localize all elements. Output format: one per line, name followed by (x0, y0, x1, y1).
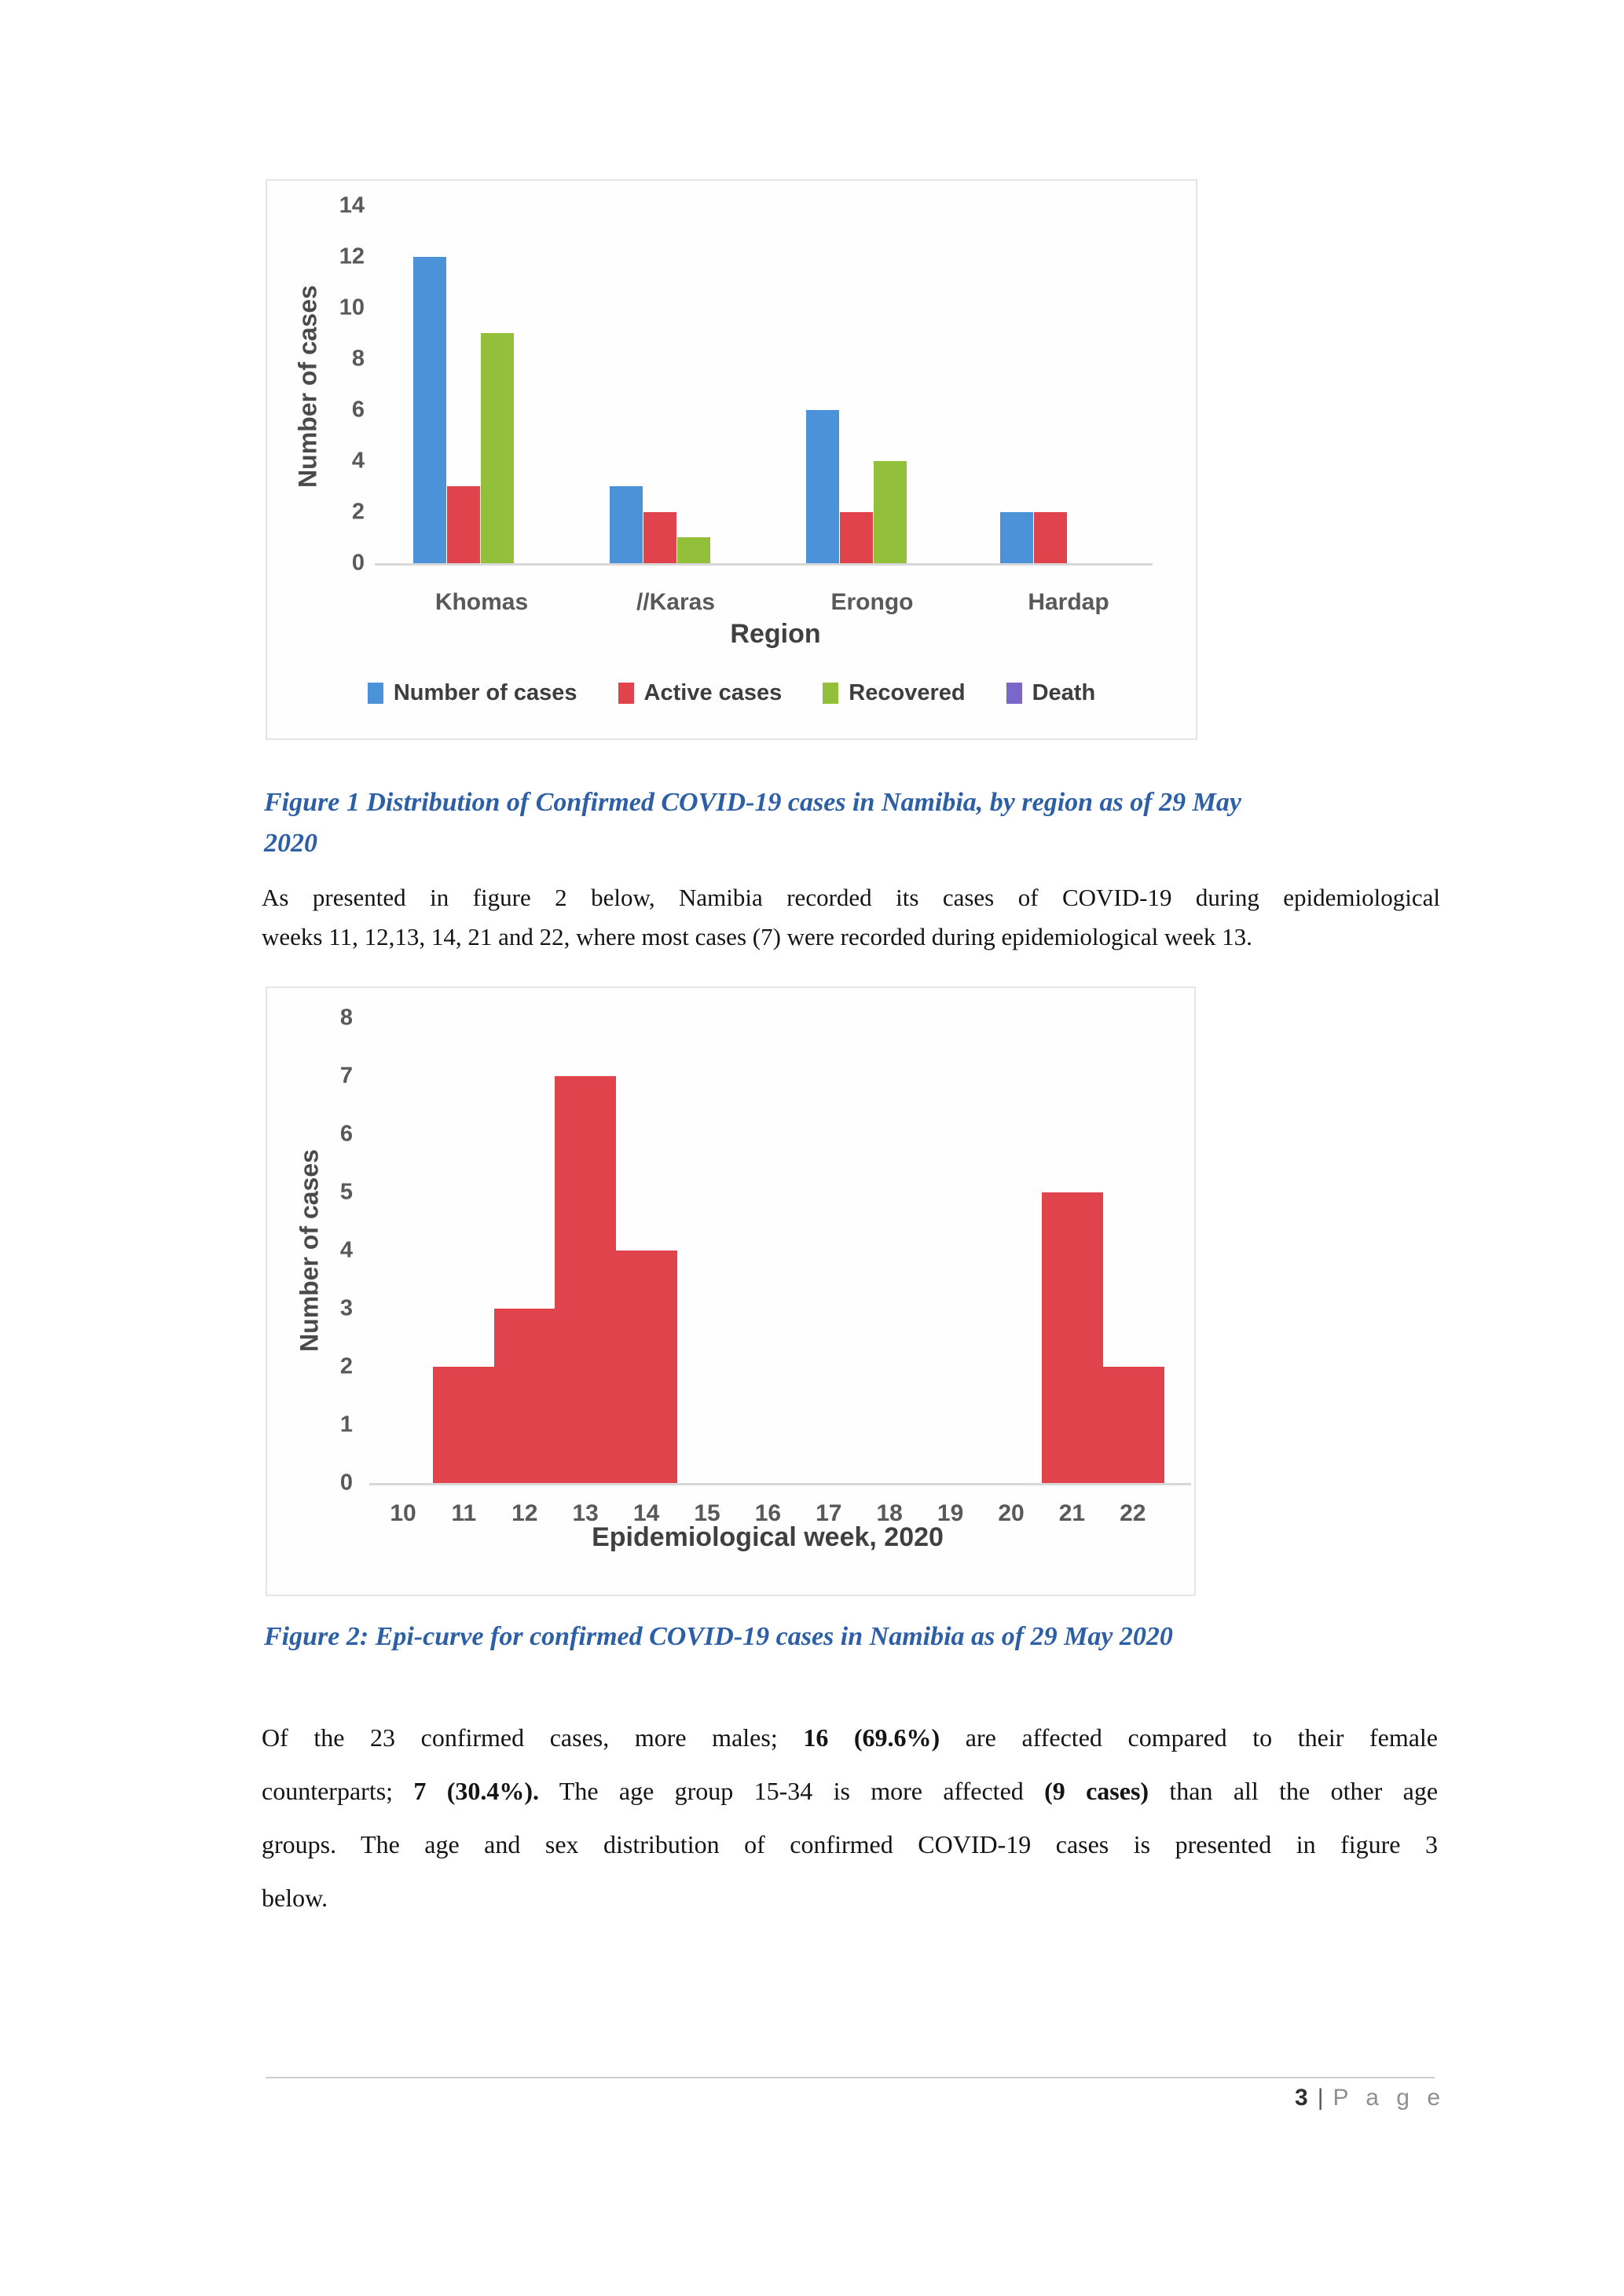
y-tick-label: 2 (351, 499, 365, 525)
bar-active-cases (643, 512, 676, 563)
x-tick-label: 20 (998, 1500, 1025, 1526)
figure2-x-axis-line (369, 1483, 1191, 1485)
text-segment: 7 (30.4%). (413, 1777, 540, 1805)
y-tick-label: 4 (351, 448, 365, 474)
text-segment: counterparts; (262, 1777, 414, 1805)
bar-active-cases (1034, 512, 1067, 563)
bar-active-cases (447, 486, 480, 563)
y-tick-label: 14 (339, 192, 365, 218)
legend-swatch-icon (823, 683, 838, 704)
bar-number-of-cases (610, 486, 643, 563)
paragraph-line: weeks 11, 12,13, 14, 21 and 22, where most cases (7) were recorded during epidemiological week 13. (262, 923, 1252, 950)
x-tick-label: 14 (632, 1500, 660, 1526)
legend-item-number-of-cases (368, 680, 577, 706)
y-tick-label: 0 (339, 1470, 353, 1496)
figure2-caption (264, 1617, 1173, 1657)
footer-divider (266, 2077, 1435, 2078)
x-tick-label: Erongo (830, 589, 914, 615)
bar-week-12 (494, 1309, 555, 1483)
figure1-caption-line2: 2020 (264, 829, 317, 858)
legend-label: Number of cases (393, 680, 577, 705)
figure1-bar-chart (266, 179, 1197, 740)
bar-week-14 (616, 1251, 677, 1483)
figure1-x-axis-title: Region (730, 619, 821, 649)
page-number-word: P a g e (1333, 2085, 1446, 2111)
text-segment: than all the other age (1149, 1777, 1438, 1805)
x-tick-label: 17 (816, 1500, 842, 1526)
figure1-caption-line1: Figure 1 Distribution of Confirmed COVID-19 cases in Namibia, by region as of 29 May (264, 788, 1241, 817)
y-tick-label: 2 (339, 1353, 353, 1379)
figure1-legend (267, 680, 1196, 706)
y-tick-label: 5 (339, 1179, 353, 1205)
bar-week-13 (555, 1076, 616, 1483)
page-number (1295, 2085, 1446, 2111)
bar-recovered (874, 461, 907, 563)
bar-number-of-cases (806, 410, 839, 563)
bar-number-of-cases (413, 257, 446, 563)
paragraph-age-sex (262, 1711, 1438, 1924)
x-tick-label: 18 (876, 1500, 903, 1526)
text-segment: groups. The age and sex distribution of confirmed COVID-19 cases is presented in figure 3 (262, 1830, 1438, 1858)
text-segment: are affected compared to their female (940, 1723, 1438, 1752)
y-tick-label: 6 (351, 397, 365, 423)
x-tick-label: 13 (572, 1500, 599, 1526)
figure1-x-axis-line (375, 563, 1153, 566)
y-tick-label: 3 (339, 1295, 353, 1321)
text-segment: below. (262, 1884, 328, 1912)
text-segment: (9 cases) (1044, 1777, 1149, 1805)
page-number-value: 3 (1295, 2085, 1308, 2111)
y-tick-label: 10 (339, 295, 365, 320)
paragraph-line: As presented in figure 2 below, Namibia recorded its cases of COVID-19 during epidemiological (262, 884, 1440, 911)
x-tick-label: 16 (754, 1500, 782, 1526)
x-tick-label: 10 (390, 1500, 416, 1526)
y-tick-label: 8 (351, 346, 365, 372)
legend-swatch-icon (618, 683, 634, 704)
bar-week-22 (1103, 1367, 1164, 1483)
y-tick-label: 7 (339, 1063, 353, 1089)
x-tick-label: 22 (1120, 1500, 1146, 1526)
text-segment: Of the 23 confirmed cases, more males; (262, 1723, 804, 1752)
y-tick-label: 6 (339, 1121, 353, 1147)
figure2-y-axis-title: Number of cases (295, 1149, 324, 1352)
bar-recovered (481, 333, 514, 563)
x-tick-label: 11 (451, 1500, 477, 1526)
bar-week-11 (433, 1367, 494, 1483)
x-tick-label: Hardap (1028, 589, 1109, 615)
paragraph-line (262, 1711, 1438, 1764)
figure1-y-axis-title: Number of cases (293, 285, 322, 488)
paragraph-line (262, 1764, 1438, 1818)
y-tick-label: 4 (339, 1237, 353, 1263)
paragraph-epi-weeks (262, 878, 1440, 957)
legend-item-death (1006, 680, 1096, 706)
page-number-separator: | (1317, 2085, 1324, 2111)
y-tick-label: 1 (339, 1412, 353, 1437)
y-tick-label: 0 (351, 550, 365, 576)
legend-item-recovered (823, 680, 965, 706)
x-tick-label: 15 (694, 1500, 720, 1526)
legend-swatch-icon (1006, 683, 1022, 704)
legend-label: Active cases (643, 680, 783, 705)
figure2-epicurve-chart (266, 987, 1196, 1596)
legend-swatch-icon (368, 683, 383, 704)
y-tick-label: 12 (339, 244, 365, 269)
bar-week-21 (1042, 1192, 1103, 1483)
paragraph-line (262, 1871, 1438, 1924)
text-segment: The age group 15-34 is more affected (539, 1777, 1045, 1805)
bar-recovered (677, 537, 710, 563)
legend-label: Death (1032, 680, 1096, 705)
x-tick-label: //Karas (636, 589, 716, 615)
y-tick-label: 8 (339, 1005, 353, 1031)
paragraph-line (262, 1818, 1438, 1871)
bar-active-cases (840, 512, 873, 563)
figure1-caption (264, 782, 1241, 864)
figure2-caption-line1: Figure 2: Epi-curve for confirmed COVID-19 cases in Namibia as of 29 May 2020 (264, 1622, 1173, 1651)
x-tick-label: 12 (511, 1500, 538, 1526)
legend-label: Recovered (849, 680, 966, 705)
figure2-x-axis-title: Epidemiological week, 2020 (592, 1522, 944, 1552)
x-tick-label: Khomas (434, 589, 529, 615)
x-tick-label: 19 (937, 1500, 964, 1526)
legend-item-active-cases (618, 680, 783, 706)
text-segment: 16 (69.6%) (803, 1723, 940, 1752)
x-tick-label: 21 (1058, 1500, 1086, 1526)
bar-number-of-cases (1000, 512, 1033, 563)
